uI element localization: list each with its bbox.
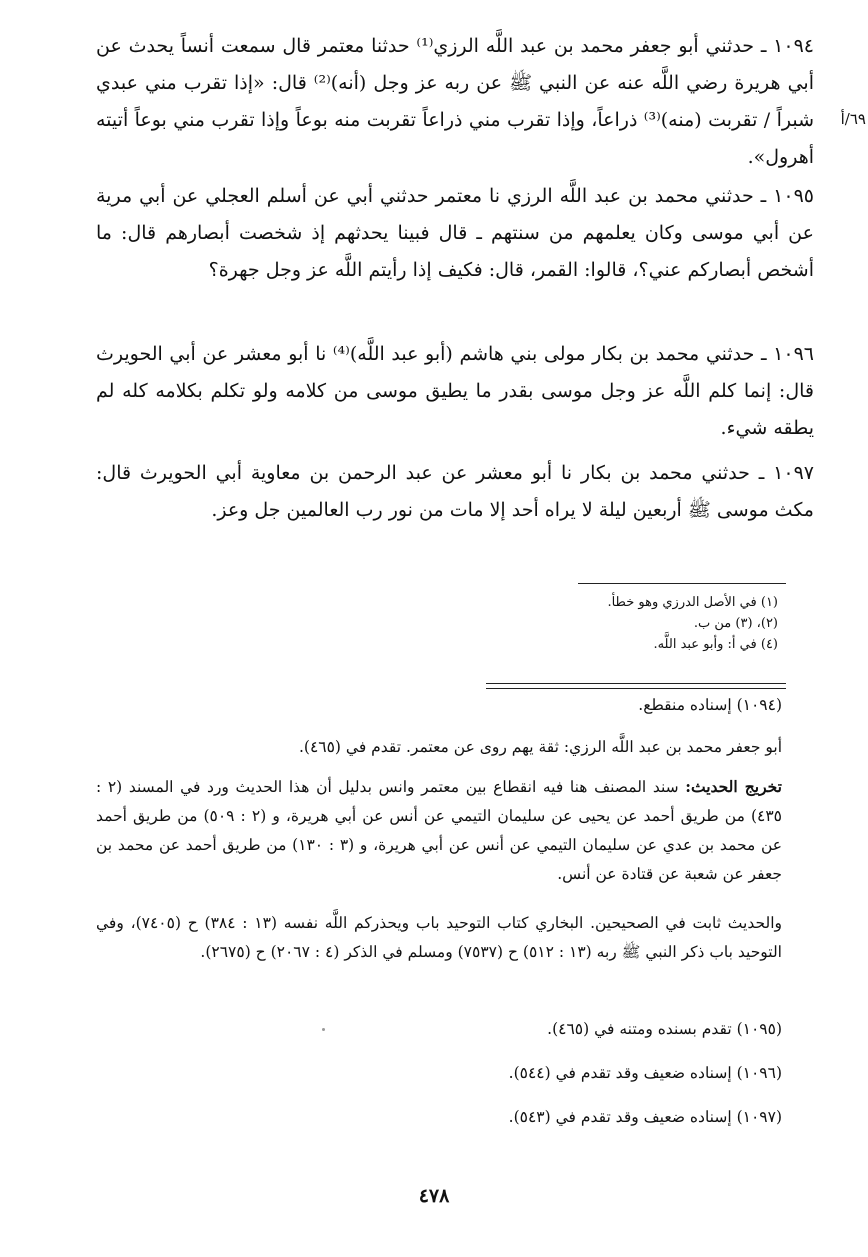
commentary-1096-text: (١٠٩٦) إسناده ضعيف وقد تقدم في (٥٤٤). xyxy=(508,1064,782,1082)
commentary-1097 xyxy=(96,1103,814,1132)
commentary-divider xyxy=(486,683,786,689)
commentary-takhrij xyxy=(96,772,814,889)
commentary-1094-narrator xyxy=(96,733,814,762)
commentary-1094-status: (١٠٩٤) إسناده منقطع. xyxy=(638,696,782,714)
footnote-1: (١) في الأصل الدرزي وهو خطأ. xyxy=(607,595,778,610)
sahihain-paragraph: والحديث ثابت في الصحيحين. البخاري كتاب التوحيد باب ويحذركم اللَّه نفسه (١٣ : ٣٨٤) ح (٧٤٠٥)، وفي التوحيد باب ذكر النبي ﷺ ربه (١٣ : ٥١٢) ح (٧٥٣٧) ومسلم في الذكر (٤ : ٢٠٦٧) ح (٢٦٧٥). xyxy=(96,914,782,961)
footnote-4: (٤) في أ: وأبو عبد اللَّه. xyxy=(653,637,778,652)
commentary-1094-head xyxy=(96,691,814,720)
hadith-1095: ١٠٩٥ ـ حدثني محمد بن عبد اللَّه الرزي نا معتمر حدثني أبي عن أسلم العجلي عن أبي مرية عن أبي موسى وكان يعلمهم من سنتهم ـ قال فبينا يحدثهم إذ شخصت أبصارهم قال: ما أشخص أبصاركم عني؟، قالوا: القمر، قال: فكيف إذا رأيتم اللَّه عز وجل جهرة؟ xyxy=(96,185,814,281)
commentary-1095 xyxy=(96,1015,814,1044)
folio-margin-note: ٦٩/أ xyxy=(840,110,866,128)
speck xyxy=(322,1028,325,1031)
commentary-sahihain xyxy=(96,909,814,967)
hadith-1097: ١٠٩٧ ـ حدثني محمد بن بكار نا أبو معشر عن عبد الرحمن بن معاوية أبي الحويرث قال: مكث موسى ﷺ أربعين ليلة لا يراه أحد إلا مات من نور رب العالمين جل وعز. xyxy=(96,462,814,521)
hadith-1094: ١٠٩٤ ـ حدثني أبو جعفر محمد بن عبد اللَّه الرزي⁽¹⁾ حدثنا معتمر قال سمعت أنساً يحدث عن أبي هريرة رضي اللَّه عنه عن النبي ﷺ عن ربه عز وجل (أنه)⁽²⁾ قال: «إذا تقرب مني عبدي شبراً / تقربت (منه)⁽³⁾ ذراعاً، وإذا تقرب مني ذراعاً تقربت منه بوعاً وإذا تقرب مني بوعاً أتيته أهرول». xyxy=(96,35,814,168)
takhrij-text: سند المصنف هنا فيه انقطاع بين معتمر وانس بدليل أن هذا الحديث ورد في المسند (٢ : ٤٣٥) من طريق أحمد عن يحيى عن سليمان التيمي عن أنس عن أبي هريرة، و (٢ : ٥٠٩) من طريق أحمد عن محمد بن عدي عن سليمان التيمي عن أنس عن أبي هريرة، و (٣ : ١٣٠) من طريق أحمد عن محمد بن جعفر عن شعبة عن قتادة عن أنس. xyxy=(96,778,783,883)
takhrij-paragraph xyxy=(96,772,814,889)
page-number: ٤٧٨ xyxy=(418,1185,450,1207)
footnote-2-3: (٢)، (٣) من ب. xyxy=(693,616,778,631)
commentary-1096 xyxy=(96,1059,814,1088)
commentary-1095-text: (١٠٩٥) تقدم بسنده ومتنه في (٤٦٥). xyxy=(547,1020,782,1038)
narrator-note: أبو جعفر محمد بن عبد اللَّه الرزي: ثقة يهم روى عن معتمر. تقدم في (٤٦٥). xyxy=(298,738,782,756)
footnote-divider xyxy=(578,583,786,584)
hadith-1096: ١٠٩٦ ـ حدثني محمد بن بكار مولى بني هاشم (أبو عبد اللَّه)⁽⁴⁾ نا أبو معشر عن أبي الحويرث قال: إنما كلم اللَّه عز وجل موسى بقدر ما يطيق موسى من كلامه ولو تكلم بكلامه كله لم يطقه شيء. xyxy=(96,343,814,439)
takhrij-label: تخريج الحديث: xyxy=(685,777,782,796)
footnotes xyxy=(378,592,778,655)
commentary-1097-text: (١٠٩٧) إسناده ضعيف وقد تقدم في (٥٤٣). xyxy=(508,1108,782,1126)
